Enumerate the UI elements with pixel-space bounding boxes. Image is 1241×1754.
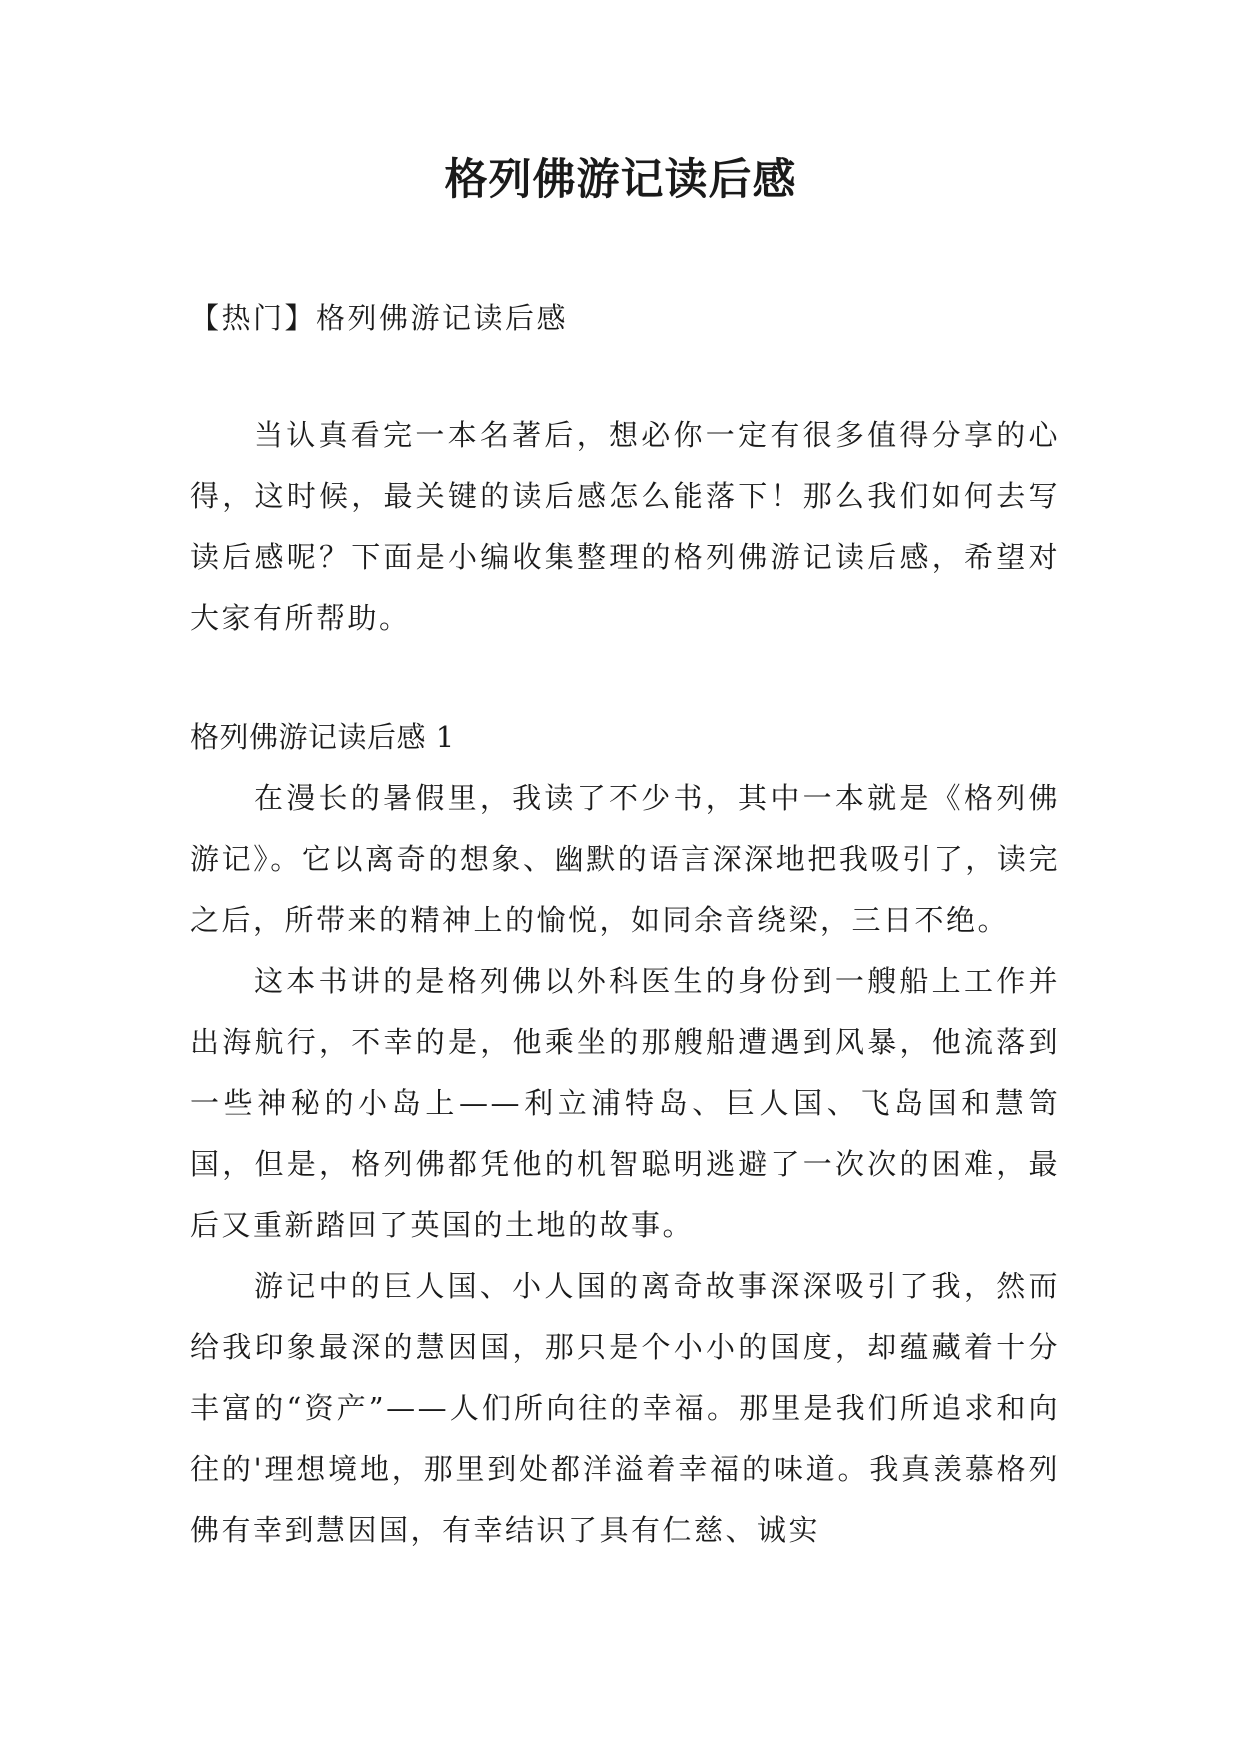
body-paragraph-2: 这本书讲的是格列佛以外科医生的身份到一艘船上工作并出海航行，不幸的是，他乘坐的那艘船遭遇到风暴，他流落到一些神秘的小岛上——利立浦特岛、巨人国、飞岛国和慧笥国，但是，格列佛都凭他的机智聪明逃避了一次次的困难，最后又重新踏回了英国的土地的故事。 — [190, 964, 1060, 1242]
document-title: 格列佛游记读后感 — [444, 155, 797, 205]
section-heading: 格列佛游记读后感 1 — [190, 720, 455, 754]
spacer — [190, 349, 1060, 405]
document-subtitle: 【热门】格列佛游记读后感 — [190, 301, 569, 335]
intro-paragraph: 当认真看完一本名著后，想必你一定有很多值得分享的心得，这时候，最关键的读后感怎么能落下！那么我们如何去写读后感呢？下面是小编收集整理的格列佛游记读后感，希望对大家有所帮助。 — [190, 418, 1060, 635]
body-paragraph-1: 在漫长的暑假里，我读了不少书，其中一本就是《格列佛游记》。它以离奇的想象、幽默的语言深深地把我吸引了，读完之后，所带来的精神上的愉悦，如同余音绕梁，三日不绝。 — [190, 781, 1060, 937]
document-body — [190, 288, 1060, 1561]
spacer — [190, 649, 1060, 707]
body-paragraph-3: 游记中的巨人国、小人国的离奇故事深深吸引了我，然而给我印象最深的慧因国，那只是个小小的国度，却蕴藏着十分丰富的“资产”——人们所向往的幸福。那里是我们所追求和向往的'理想境地，那里到处都洋溢着幸福的味道。我真羡慕格列佛有幸到慧因国，有幸结识了具有仁慈、诚实 — [190, 1269, 1060, 1547]
